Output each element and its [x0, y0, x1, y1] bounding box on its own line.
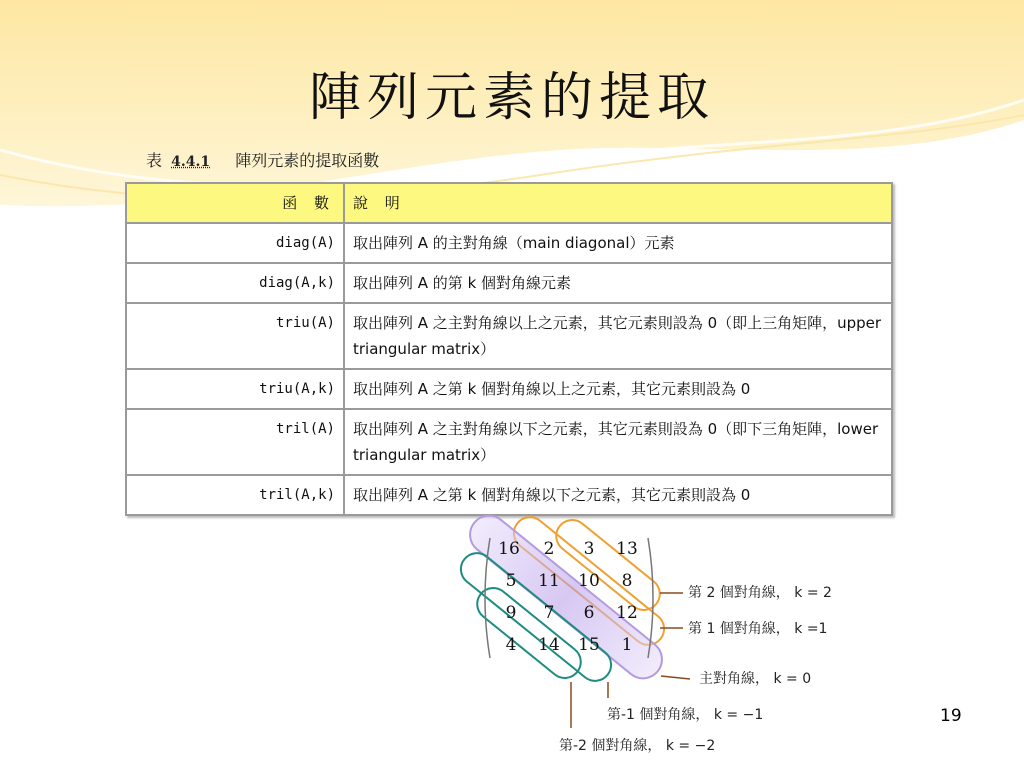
matrix-cell: 12 — [616, 603, 638, 623]
matrix-cell: 14 — [538, 635, 560, 655]
matrix-cell: 16 — [498, 539, 520, 559]
function-cell: tril(A,k) — [126, 475, 344, 515]
matrix-cell: 11 — [538, 571, 560, 591]
description-cell: 取出陣列 A 的主對角線（main diagonal）元素 — [344, 223, 892, 263]
description-cell: 取出陣列 A 之主對角線以上之元素，其它元素則設為 0（即上三角矩陣，upper triangular matrix） — [344, 303, 892, 369]
description-cell: 取出陣列 A 之第 k 個對角線以上之元素，其它元素則設為 0 — [344, 369, 892, 409]
label-main: 主對角線， k = 0 — [699, 671, 812, 687]
label-k2: 第 2 個對角線， k = 2 — [688, 585, 832, 601]
matrix-cell: 9 — [505, 603, 517, 623]
matrix-cell: 13 — [616, 539, 638, 559]
slide-title: 陣列元素的提取 — [308, 68, 715, 128]
matrix-cell: 6 — [583, 603, 595, 623]
function-cell: triu(A,k) — [126, 369, 344, 409]
page-number: 19 — [940, 706, 962, 726]
matrix-cell: 1 — [621, 635, 633, 655]
caption-text: 陣列元素的提取函數 — [235, 151, 380, 170]
function-cell: triu(A) — [126, 303, 344, 369]
description-cell: 取出陣列 A 的第 k 個對角線元素 — [344, 263, 892, 303]
leader-main — [661, 676, 690, 679]
function-cell: diag(A,k) — [126, 263, 344, 303]
label-km2: 第-2 個對角線， k = −2 — [559, 738, 716, 754]
description-cell: 取出陣列 A 之第 k 個對角線以下之元素，其它元素則設為 0 — [344, 475, 892, 515]
header-description: 說 明 — [344, 183, 892, 223]
label-k1: 第 1 個對角線， k =1 — [688, 621, 828, 637]
header-function: 函 數 — [126, 183, 344, 223]
description-cell: 取出陣列 A 之主對角線以下之元素，其它元素則設為 0（即下三角矩陣，lower triangular matrix） — [344, 409, 892, 475]
function-cell: diag(A) — [126, 223, 344, 263]
matrix-cell: 2 — [543, 539, 555, 559]
matrix-cell: 5 — [505, 571, 517, 591]
matrix-cell: 15 — [578, 635, 600, 655]
label-km1: 第-1 個對角線， k = −1 — [607, 707, 764, 723]
band-main — [462, 508, 669, 686]
matrix-cell: 10 — [578, 571, 600, 591]
matrix-cell: 4 — [505, 635, 517, 655]
diagonal-bands — [454, 508, 670, 687]
matrix-cell: 3 — [583, 539, 595, 559]
matrix-cell: 8 — [621, 571, 633, 591]
caption-label: 表 — [146, 151, 163, 170]
function-cell: tril(A) — [126, 409, 344, 475]
caption-number: 4.4.1 — [171, 154, 211, 170]
matrix-cell: 7 — [543, 603, 555, 623]
